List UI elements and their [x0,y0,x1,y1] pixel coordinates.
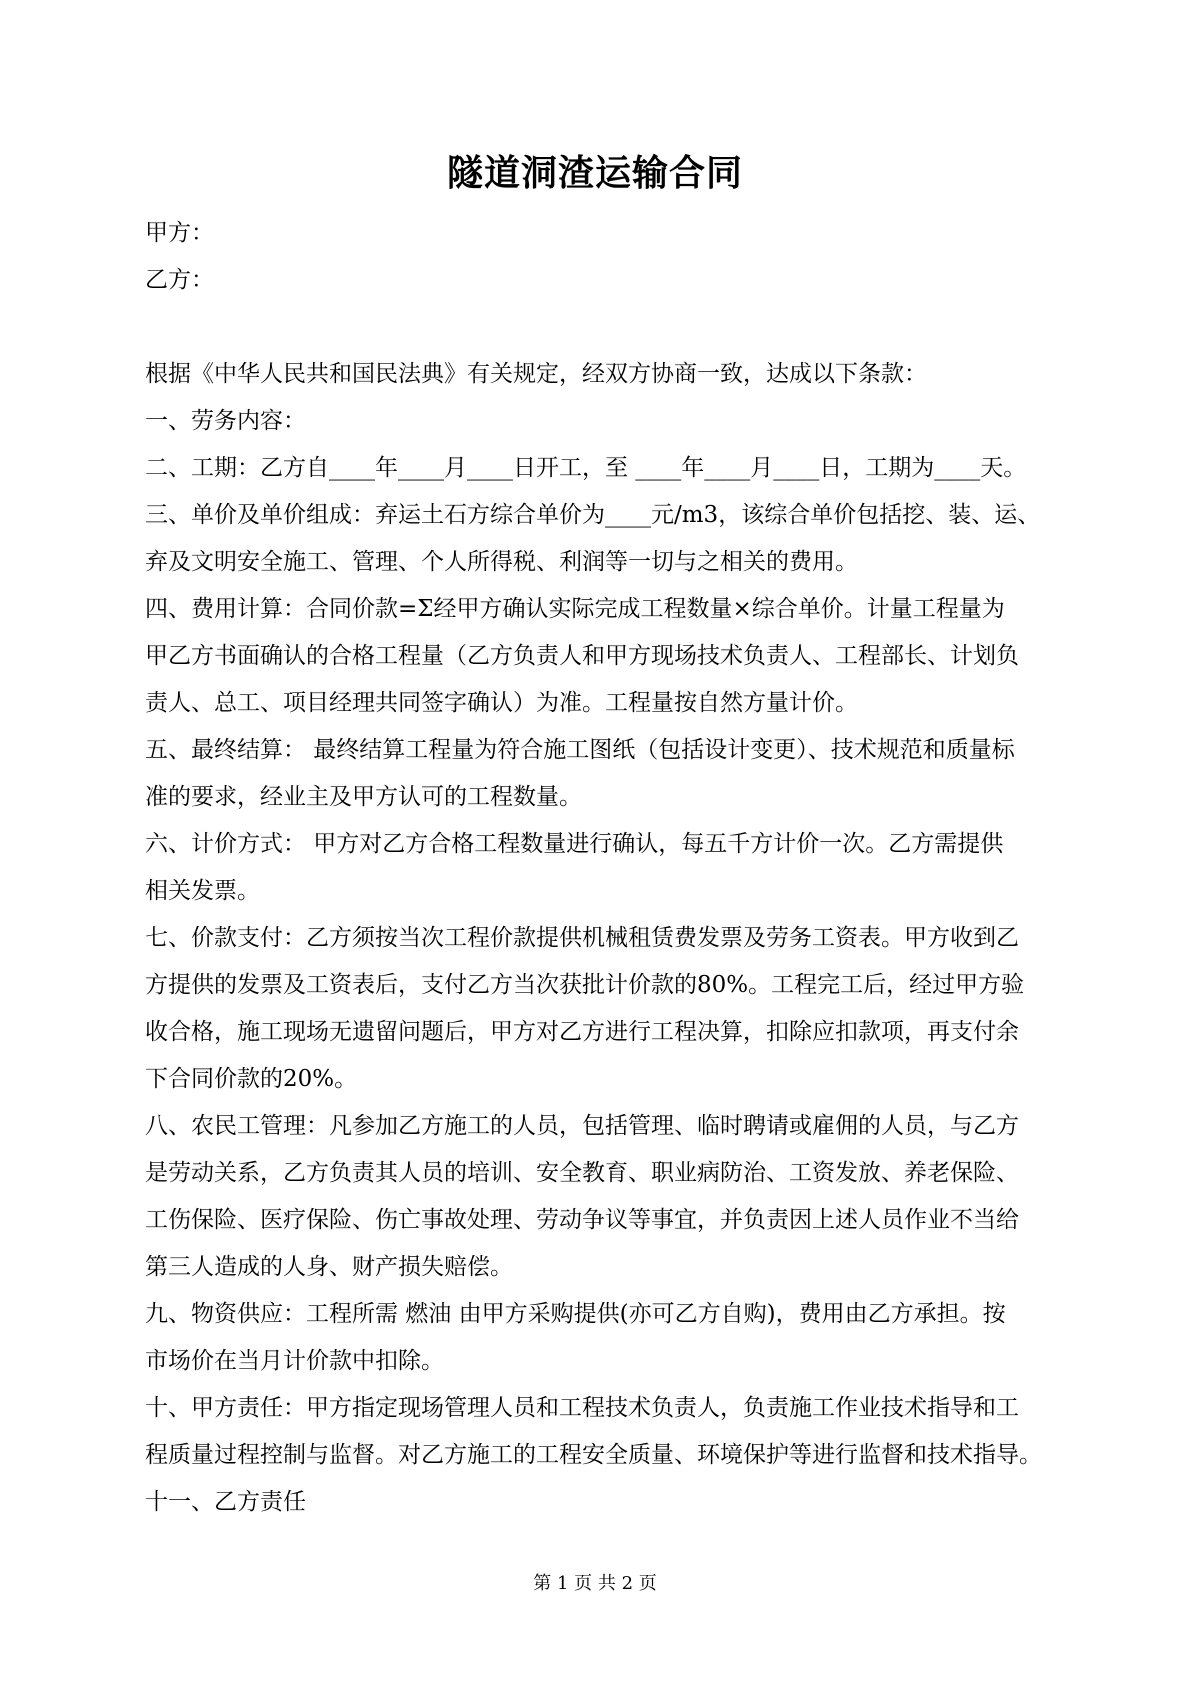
clause-5-line-1: 五、最终结算： 最终结算工程量为符合施工图纸（包括设计变更）、技术规范和质量标 [145,737,1015,763]
spacer [145,304,1050,351]
clause-4-line-1: 四、费用计算：合同价款=Σ经甲方确认实际完成工程数量×综合单价。计量工程量为 [145,596,1005,622]
clause-10-line-1: 十、甲方责任：甲方指定现场管理人员和工程技术负责人，负责施工作业技术指导和工 [145,1395,1019,1421]
clause-4-line-3: 责人、总工、项目经理共同签字确认）为准。工程量按自然方量计价。 [145,690,858,716]
clause-9-line-1: 九、物资供应：工程所需 燃油 由甲方采购提供(亦可乙方自购)，费用由乙方承担。按 [145,1301,1006,1327]
clause-6-line-1: 六、计价方式： 甲方对乙方合格工程数量进行确认，每五千方计价一次。乙方需提供 [145,831,1004,857]
clause-11-heading: 十一、乙方责任 [145,1489,306,1515]
clause-8-line-3: 工伤保险、医疗保险、伤亡事故处理、劳动争议等事宜，并负责因上述人员作业不当给 [145,1207,1019,1233]
party-a-label: 甲方： [145,220,214,246]
clause-5-line-2: 准的要求，经业主及甲方认可的工程数量。 [145,784,582,810]
clause-8-line-4: 第三人造成的人身、财产损失赔偿。 [145,1254,513,1280]
clause-6-line-2: 相关发票。 [145,878,260,904]
clause-3-line-2: 弃及文明安全施工、管理、个人所得税、利润等一切与之相关的费用。 [145,549,858,575]
clause-8-line-2: 是劳动关系，乙方负责其人员的培训、安全教育、职业病防治、工资发放、养老保险、 [145,1160,1019,1186]
clause-7-line-2: 方提供的发票及工资表后，支付乙方当次获批计价款的80%。工程完工后，经过甲方验 [145,972,1025,998]
clause-7-line-1: 七、价款支付：乙方须按当次工程价款提供机械租赁费发票及劳务工资表。甲方收到乙 [145,925,1019,951]
clause-3-line-1: 三、单价及单价组成：弃运土石方综合单价为____元/m3，该综合单价包括挖、装、运、 [145,502,1041,528]
intro-line: 根据《中华人民共和国民法典》有关规定，经双方协商一致，达成以下条款： [145,361,927,387]
clause-7-line-4: 下合同价款的20%。 [145,1066,358,1092]
clause-1: 一、劳务内容： [145,408,306,434]
clause-7-line-3: 收合格，施工现场无遗留问题后，甲方对乙方进行工程决算，扣除应扣款项，再支付余 [145,1019,1019,1045]
clause-2: 二、工期：乙方自____年____月____日开工，至 ____年____月____日，工期为____天。 [145,455,1027,481]
clause-9-line-2: 市场价在当月计价款中扣除。 [145,1348,444,1374]
document-title: 隧道洞渣运输合同 [446,152,743,194]
clause-10-line-2: 程质量过程控制与监督。对乙方施工的工程安全质量、环境保护等进行监督和技术指导。 [145,1442,1042,1468]
party-b-label: 乙方： [145,267,214,293]
clause-8-line-1: 八、农民工管理：凡参加乙方施工的人员，包括管理、临时聘请或雇佣的人员，与乙方 [145,1113,1019,1139]
page-number-footer: 第 1 页 共 2 页 [533,1573,657,1594]
clause-4-line-2: 甲乙方书面确认的合格工程量（乙方负责人和甲方现场技术负责人、工程部长、计划负 [145,643,1019,669]
document-body [145,210,1050,1526]
